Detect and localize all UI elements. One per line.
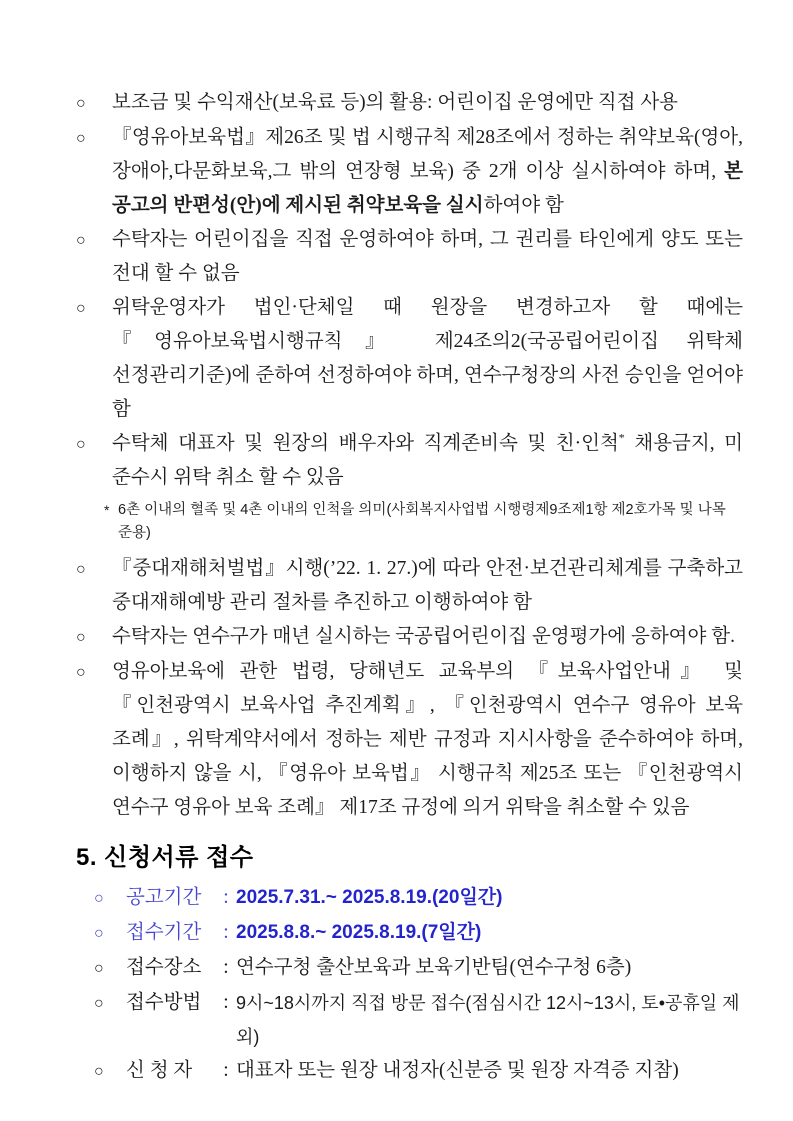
row-label: 신 청 자 [126,1060,193,1081]
row-value: 9시~18시까지 직접 방문 접수(점심시간 12시~13시, 토•공휴일 제외) [236,993,740,1047]
row-application-method [76,986,743,1054]
bullet-text: 영유아보육에 관한 법령, 당해년도 교육부의 『보육사업안내』 및 『인천광역시 보육사업 추진계획』, 『인천광역시 연수구 영유아 보육 조례』, 위탁계약서에서 정하는 제반 규정과 지시사항을 준수하여야 하며, 이행하지 않을 시, 『영유아 보육법』 시행규칙 제25조 또는 『인천광역시 연수구 영유아 보육 조례』 제17조 규정에 의거 위탁을 취소할 수 있음 [112,661,743,818]
row-value: 연수구청 출산보육과 보육기반팀(연수구청 6층) [236,957,632,978]
footnote-relative-definition [76,499,743,545]
bullet-subsidy-use [76,86,743,121]
bullet-text: 보조금 및 수익재산(보육료 등)의 활용: 어린이집 운영에만 직접 사용 [112,92,679,113]
label-separator: : [223,1060,229,1081]
circle-bullet-marker: ○ [76,629,86,646]
bullet-text-regular: 하여야 함 [483,195,564,216]
circle-bullet-marker: ○ [94,960,104,977]
circle-bullet-marker: ○ [76,130,86,147]
label-separator: : [223,922,229,943]
row-announcement-period [76,881,743,916]
label-separator: : [223,887,229,908]
bullet-text-regular: 『영유아보육법』제26조 및 법 시행규칙 제28조에서 정하는 취약보육(영아,장애아,다문화보육,그 밖의 연장형 보육) 중 2개 이상 실시하여야 하며, [112,127,743,182]
circle-bullet-marker: ○ [76,664,86,681]
bullet-director-change [76,291,743,427]
bullet-vulnerable-care [76,121,743,223]
circle-bullet-marker: ○ [94,890,104,907]
circle-bullet-marker: ○ [94,1063,104,1080]
bullet-regulation-compliance [76,655,743,825]
row-label: 접수방법 [126,992,202,1013]
circle-bullet-marker: ○ [76,561,86,578]
bullet-text: 위탁운영자가 법인·단체일 때 원장을 변경하고자 할 때에는 『영유아보육법시행규칙』 제24조의2(국공립어린이집 위탁체 선정관리기준)에 준하여 선정하여야 하며, 연수구청장의 사전 승인을 얻어야 함 [112,297,743,420]
circle-bullet-marker: ○ [76,300,86,317]
row-value: 2025.7.31.~ 2025.8.19.(20일간) [236,887,503,908]
row-label: 접수장소 [126,957,202,978]
bullet-operation-evaluation [76,620,743,655]
asterisk-reference: * [618,430,625,445]
bullet-text: 수탁자는 연수구가 매년 실시하는 국공립어린이집 운영평가에 응하여야 함. [112,626,735,647]
bullet-text-bold: 본 공고의 반편성(안)에 제시된 취약보육을 실시 [112,161,743,216]
bullet-direct-operation [76,223,743,291]
row-applicant [76,1054,743,1089]
bullet-relative-hiring-ban [76,427,743,495]
circle-bullet-marker: ○ [76,436,86,453]
row-value: 대표자 또는 원장 내정자(신분증 및 원장 자격증 지참) [236,1060,679,1081]
bullet-text [112,427,743,495]
bullet-serious-accident-law [76,552,743,620]
row-application-place [76,951,743,986]
row-application-period [76,916,743,951]
label-separator: : [223,992,229,1013]
footnote-text: 6촌 이내의 혈족 및 4촌 이내의 인척을 의미(사회복지사업법 시행령제9조제1항 제2호가목 및 나목 준용) [118,502,726,541]
section5-title: 5. 신청서류 접수 [76,844,254,871]
bullet-text: 『중대재해처벌법』시행(’22. 1. 27.)에 따라 안전·보건관리체계를 구축하고 중대재해예방 관리 절차를 추진하고 이행하여야 함 [112,558,743,613]
circle-bullet-marker: ○ [94,995,104,1012]
row-label: 공고기간 [126,887,202,908]
asterisk-marker: * [104,502,110,518]
bullet-text: 수탁자는 어린이집을 직접 운영하여야 하며, 그 권리를 타인에게 양도 또는 전대 할 수 없음 [112,229,743,284]
bullet-text-regular: 채용금지, 미 준수시 위탁 취소 할 수 있음 [112,433,743,488]
row-label: 접수기간 [126,922,202,943]
bullet-text-regular: 수탁체 대표자 및 원장의 배우자와 직계존비속 및 친·인척 [112,433,619,454]
circle-bullet-marker: ○ [76,95,86,112]
circle-bullet-marker: ○ [76,232,86,249]
circle-bullet-marker: ○ [94,925,104,942]
label-separator: : [223,957,229,978]
bullet-text [112,121,743,223]
row-value: 2025.8.8.~ 2025.8.19.(7일간) [236,922,482,943]
